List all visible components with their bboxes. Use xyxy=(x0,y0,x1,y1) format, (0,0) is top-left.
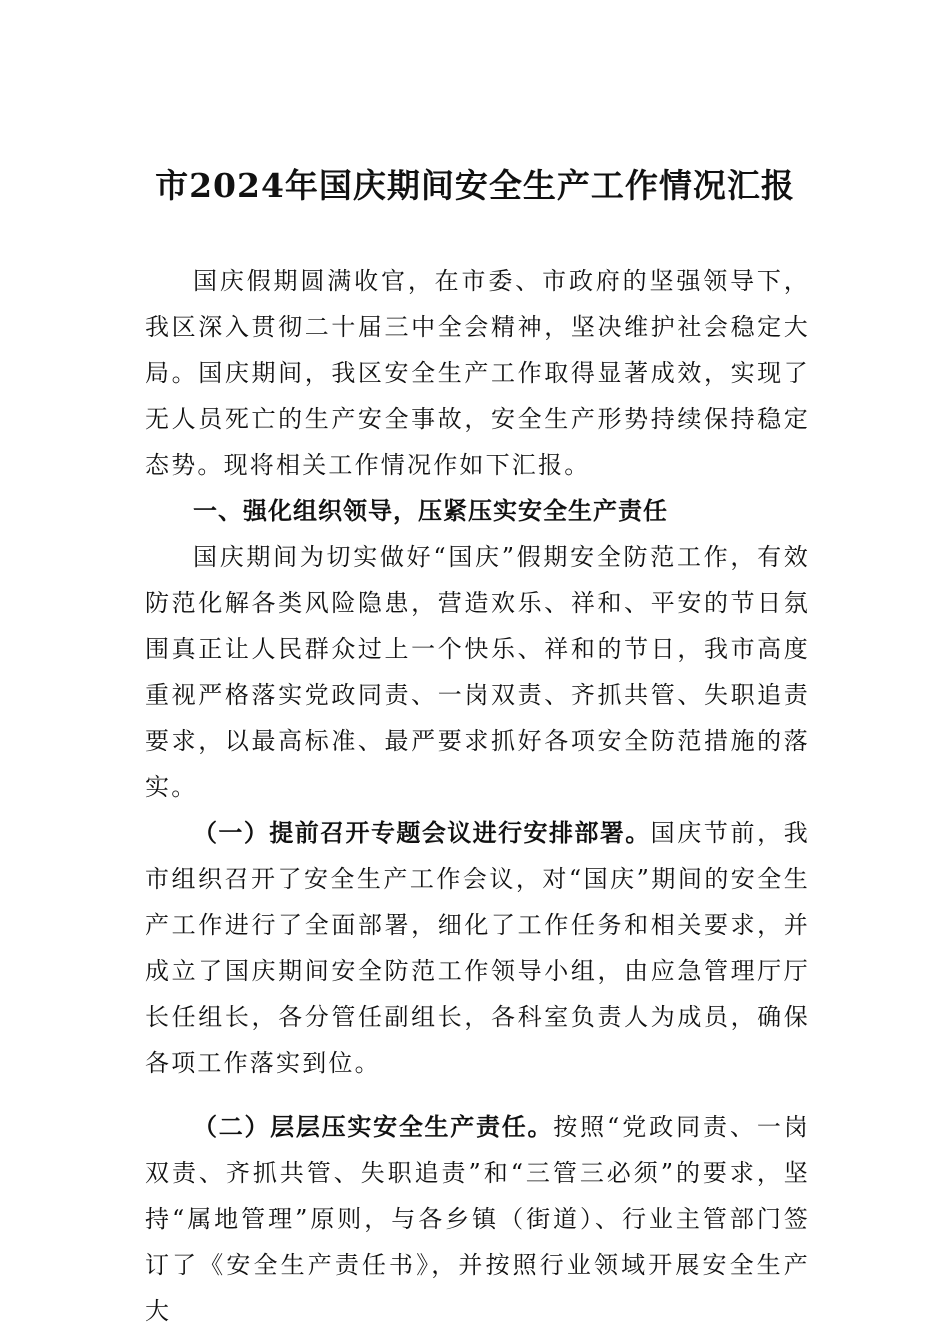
list-item-1-text: 国庆节前，我市组织召开了安全生产工作会议，对“国庆”期间的安全生产工作进行了全面部署，细化了工作任务和相关要求，并成立了国庆期间安全防范工作领导小组，由应急管理厅厅长任组长，各分管任副组长，各科室负责人为成员，确保各项工作落实到位。 xyxy=(145,819,811,1077)
list-item-2-lead: （二）层层压实安全生产责任。 xyxy=(193,1113,554,1141)
list-item-2-text: 按照“党政同责、一岗双责、齐抓共管、失职追责”和“三管三必须”的要求，坚持“属地管理”原则，与各乡镇（街道）、行业主管部门签订了《安全生产责任书》，并按照行业领域开展安全生产大 xyxy=(145,1113,810,1325)
document-title: 市2024年国庆期间安全生产工作情况汇报 xyxy=(155,166,795,205)
paragraph-spacer xyxy=(145,1086,810,1104)
intro-paragraph: 国庆假期圆满收官，在市委、市政府的坚强领导下，我区深入贯彻二十届三中全会精神，坚决维护社会稳定大局。国庆期间，我区安全生产工作取得显著成效，实现了无人员死亡的生产安全事故，安全生产形势持续保持稳定态势。现将相关工作情况作如下汇报。 xyxy=(145,267,810,479)
document-body xyxy=(145,258,810,1334)
list-item-2 xyxy=(145,1104,810,1334)
section-heading: 一、强化组织领导，压紧压实安全生产责任 xyxy=(193,497,668,525)
section-paragraph: 国庆期间为切实做好“国庆”假期安全防范工作，有效防范化解各类风险隐患，营造欢乐、祥和、平安的节日氛围真正让人民群众过上一个快乐、祥和的节日，我市高度重视严格落实党政同责、一岗双责、齐抓共管、失职追责要求，以最高标准、最严要求抓好各项安全防范措施的落实。 xyxy=(145,543,810,801)
list-item-1 xyxy=(145,810,810,1086)
list-item-1-lead: （一）提前召开专题会议进行安排部署。 xyxy=(193,819,651,847)
